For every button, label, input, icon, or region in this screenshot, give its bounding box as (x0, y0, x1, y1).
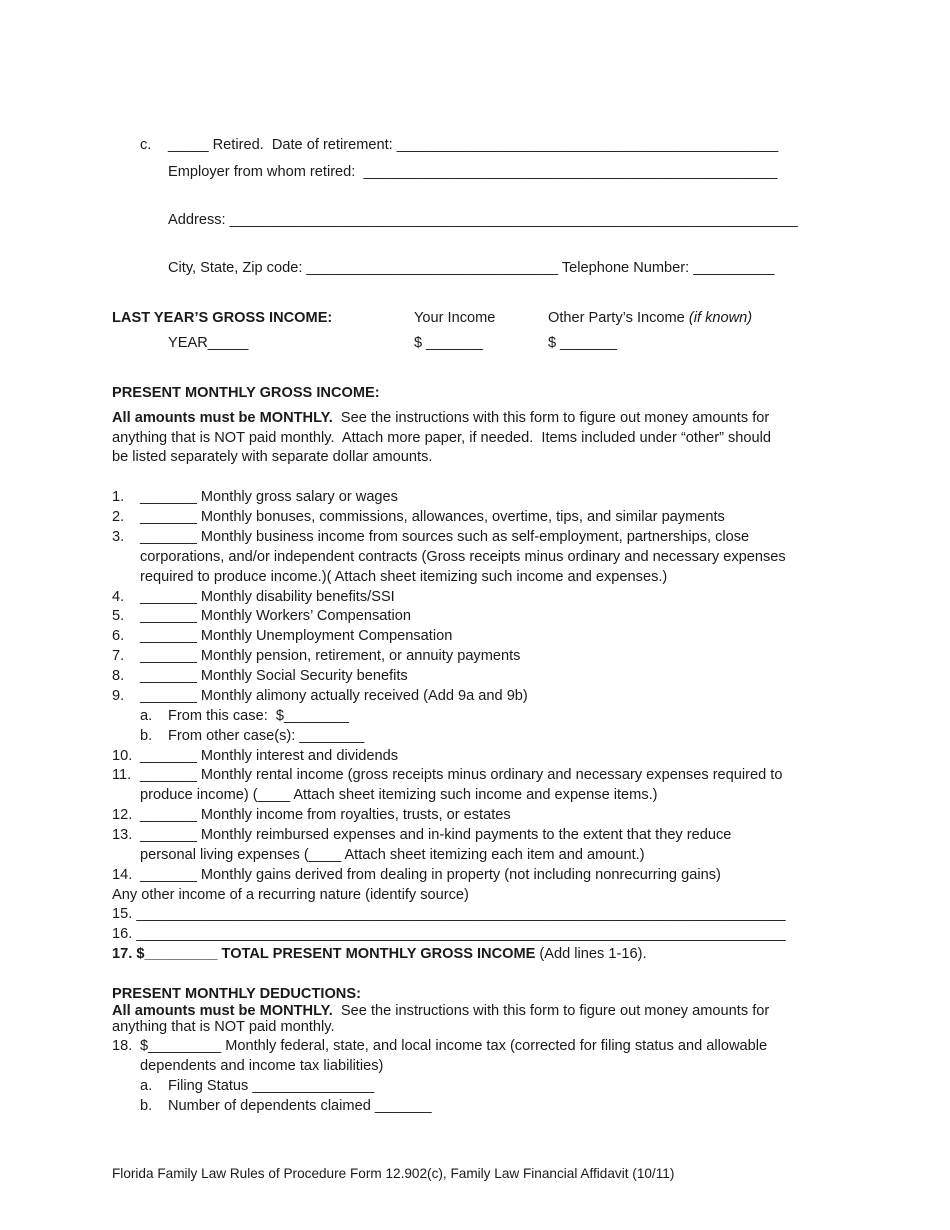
item-text: _______ Monthly Unemployment Compensation (140, 628, 453, 644)
instr-rest: See the instructions with this form to figure out money amounts for (332, 410, 770, 426)
item-text: produce income) (____ Attach sheet itemizing such income and expense items.) (140, 787, 658, 803)
sub-text: From other case(s): ________ (168, 728, 365, 744)
item-text: _______ Monthly alimony actually received (Add 9a and 9b) (140, 688, 528, 704)
item-num: 13. (112, 827, 133, 843)
retired-marker: c. (140, 137, 152, 153)
income-instructions-3: be listed separately with separate dollar amounts. (112, 449, 433, 465)
item-num: 18. (112, 1038, 133, 1054)
deductions-instr-rest: See the instructions with this form to figure out money amounts for (332, 1003, 770, 1019)
item-text: _______ Monthly gains derived from dealing in property (not including nonrecurring gains) (140, 867, 721, 883)
item-num: 12. (112, 807, 133, 823)
other-party-text: Other Party’s Income (548, 310, 685, 326)
item-text: personal living expenses (____ Attach sheet itemizing each item and amount.) (140, 847, 645, 863)
line-16: 16. ________________________________________________________________________________ (112, 926, 786, 942)
city-phone-line: City, State, Zip code: _______________________________ Telephone Number: __________ (168, 260, 775, 276)
deductions-heading: PRESENT MONTHLY DEDUCTIONS: (112, 986, 361, 1002)
other-recurring-label: Any other income of a recurring nature (identify source) (112, 887, 469, 903)
other-party-income-label (548, 308, 752, 328)
instr-bold: All amounts must be MONTHLY. (112, 410, 333, 426)
if-known-text: (if known) (688, 310, 753, 326)
item-text: _______ Monthly gross salary or wages (140, 489, 398, 505)
item-text: _______ Monthly reimbursed expenses and in-kind payments to the extent that they reduce (140, 827, 732, 843)
monthly-income-heading: PRESENT MONTHLY GROSS INCOME: (112, 385, 380, 401)
item-text: _______ Monthly income from royalties, trusts, or estates (140, 807, 511, 823)
item-num: 5. (112, 608, 125, 624)
item-num: 9. (112, 688, 125, 704)
item-num: 2. (112, 509, 125, 525)
your-income-label: Your Income (414, 310, 496, 326)
item-text: corporations, and/or independent contracts (Gross receipts minus ordinary and necessary expenses (140, 549, 786, 565)
item-text: _______ Monthly Social Security benefits (140, 668, 408, 684)
item-text: _______ Monthly interest and dividends (140, 748, 398, 764)
other-amount-field: $ _______ (548, 335, 617, 351)
income-instructions-1 (112, 408, 769, 428)
your-amount-field: $ _______ (414, 335, 483, 351)
item-18-line-2: dependents and income tax liabilities) (140, 1058, 384, 1074)
item-num: 11. (112, 767, 132, 783)
item-text: _______ Monthly Workers’ Compensation (140, 608, 411, 624)
total-income-bold: 17. $_________ TOTAL PRESENT MONTHLY GROSS INCOME (112, 946, 536, 962)
total-income-rest: (Add lines 1-16). (535, 946, 647, 962)
item-num: 3. (112, 529, 125, 545)
dependents-field: Number of dependents claimed _______ (168, 1098, 432, 1114)
sub-letter: a. (140, 1078, 153, 1094)
item-num: 7. (112, 648, 125, 664)
deductions-instructions-2: anything that is NOT paid monthly. (112, 1019, 335, 1035)
item-text: _______ Monthly disability benefits/SSI (140, 589, 395, 605)
sub-letter: a. (140, 708, 153, 724)
item-text: _______ Monthly bonuses, commissions, allowances, overtime, tips, and similar payments (140, 509, 725, 525)
last-year-heading: LAST YEAR’S GROSS INCOME: (112, 310, 333, 326)
retired-line: _____ Retired. Date of retirement: _______________________________________________ (168, 137, 779, 153)
item-num: 14. (112, 867, 133, 883)
item-num: 10. (112, 748, 133, 764)
sub-letter: b. (140, 728, 153, 744)
address-line: Address: ______________________________________________________________________ (168, 212, 798, 228)
year-field: YEAR_____ (168, 335, 249, 351)
total-income-line (112, 944, 647, 964)
sub-letter: b. (140, 1098, 153, 1114)
item-text: _______ Monthly business income from sources such as self-employment, partnerships, close (140, 529, 750, 545)
item-text: required to produce income.)( Attach sheet itemizing such income and expenses.) (140, 569, 668, 585)
income-instructions-2: anything that is NOT paid monthly. Attach more paper, if needed. Items included under “other” should (112, 430, 771, 446)
line-15: 15. ________________________________________________________________________________ (112, 906, 786, 922)
item-num: 8. (112, 668, 125, 684)
sub-text: From this case: $________ (168, 708, 349, 724)
employer-line: Employer from whom retired: ___________________________________________________ (168, 164, 778, 180)
item-num: 1. (112, 489, 125, 505)
item-num: 6. (112, 628, 125, 644)
item-18-line-1: $_________ Monthly federal, state, and local income tax (corrected for filing status and allowable (140, 1038, 768, 1054)
deductions-instr-bold: All amounts must be MONTHLY. (112, 1003, 333, 1019)
item-text: _______ Monthly pension, retirement, or annuity payments (140, 648, 521, 664)
item-text: _______ Monthly rental income (gross receipts minus ordinary and necessary expenses required to (140, 767, 783, 783)
filing-status-field: Filing Status _______________ (168, 1078, 375, 1094)
form-footer: Florida Family Law Rules of Procedure Form 12.902(c), Family Law Financial Affidavit (10/11) (112, 1166, 675, 1181)
item-num: 4. (112, 589, 125, 605)
